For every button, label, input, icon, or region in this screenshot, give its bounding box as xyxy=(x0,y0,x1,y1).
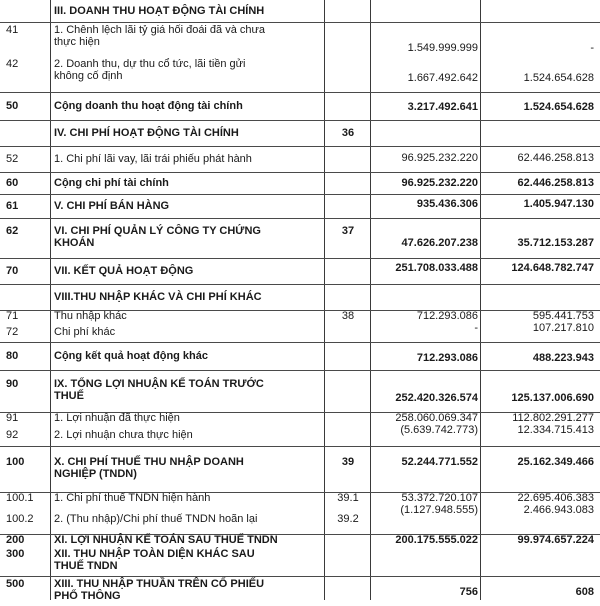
current-period-value: 252.420.326.574 xyxy=(395,392,478,404)
description-line: THUẾ xyxy=(54,390,84,402)
row-code: 100.2 xyxy=(6,513,34,525)
current-period-value: 712.293.086 xyxy=(416,352,478,364)
table-row xyxy=(0,258,600,285)
row-description xyxy=(54,58,320,82)
description-line: 1. Chi phí thuế TNDN hiện hành xyxy=(54,492,211,504)
row-code: 92 xyxy=(6,429,19,441)
description-line: VIII.THU NHẬP KHÁC VÀ CHI PHÍ KHÁC xyxy=(54,291,262,303)
table-row xyxy=(0,310,600,322)
table-row xyxy=(0,120,600,147)
row-description xyxy=(54,578,320,602)
row-description xyxy=(54,350,320,362)
prior-period-value: 608 xyxy=(575,586,594,598)
table-row xyxy=(0,576,600,606)
current-period-value: 200.175.555.022 xyxy=(395,534,478,546)
description-line: PHỔ THÔNG xyxy=(54,590,121,602)
table-row xyxy=(0,22,600,54)
row-description xyxy=(54,100,320,112)
current-period-value: (1.127.948.555) xyxy=(400,504,478,516)
prior-period-value: 595.441.753 xyxy=(532,310,594,322)
row-description xyxy=(54,412,320,424)
prior-period-value: 488.223.943 xyxy=(532,352,594,364)
current-period-value: 258.060.069.347 xyxy=(395,412,478,424)
description-line: 2. Doanh thu, dự thu cổ tức, lãi tiền gửi xyxy=(54,58,246,70)
table-row xyxy=(0,284,600,311)
table-row xyxy=(0,50,600,93)
row-code: 52 xyxy=(6,153,19,165)
description-line: KHOÁN xyxy=(54,237,95,249)
description-line: X. CHI PHÍ THUẾ THU NHẬP DOANH xyxy=(54,456,244,468)
prior-period-value: 62.446.258.813 xyxy=(517,177,594,189)
row-note: 39.1 xyxy=(337,492,359,504)
prior-period-value: 2.466.943.083 xyxy=(523,504,594,516)
prior-period-value: 1.524.654.628 xyxy=(523,72,594,84)
row-code: 91 xyxy=(6,412,19,424)
description-line: NGHIỆP (TNDN) xyxy=(54,468,137,480)
row-description xyxy=(54,326,320,338)
current-period-value: 96.925.232.220 xyxy=(401,177,478,189)
current-period-value: 935.436.306 xyxy=(416,198,478,210)
current-period-value: 3.217.492.641 xyxy=(407,101,478,113)
row-code: 80 xyxy=(6,350,19,362)
description-line: Cộng doanh thu hoạt động tài chính xyxy=(54,100,243,112)
row-note: 38 xyxy=(341,310,355,322)
row-code: 62 xyxy=(6,225,19,237)
description-line: XIII. THU NHẬP THUẦN TRÊN CỔ PHIẾU xyxy=(54,578,265,590)
row-code: 72 xyxy=(6,326,19,338)
row-code: 42 xyxy=(6,58,19,70)
current-period-value: 53.372.720.107 xyxy=(401,492,478,504)
current-period-value: 47.626.207.238 xyxy=(401,237,478,249)
prior-period-value: 107.217.810 xyxy=(532,322,594,334)
row-description xyxy=(54,534,320,546)
row-description xyxy=(54,310,320,322)
row-note: 36 xyxy=(341,127,355,139)
prior-period-value: 35.712.153.287 xyxy=(517,237,594,249)
description-line: IX. TỔNG LỢI NHUẬN KẾ TOÁN TRƯỚC xyxy=(54,378,264,390)
table-row xyxy=(0,146,600,173)
row-code: 70 xyxy=(6,265,19,277)
row-note: 39 xyxy=(341,456,355,468)
row-code: 100.1 xyxy=(6,492,34,504)
row-description xyxy=(54,513,320,525)
description-line: VII. KẾT QUẢ HOẠT ĐỘNG xyxy=(54,265,194,277)
row-code: 90 xyxy=(6,378,19,390)
row-code: 100 xyxy=(6,456,25,468)
table-row xyxy=(0,534,600,546)
row-description xyxy=(54,225,320,249)
description-line: Chi phí khác xyxy=(54,326,116,338)
description-line: V. CHI PHÍ BÁN HÀNG xyxy=(54,200,170,212)
table-row xyxy=(0,446,600,493)
prior-period-value: 124.648.782.747 xyxy=(511,262,594,274)
description-line: 2. Lợi nhuận chưa thực hiện xyxy=(54,429,193,441)
description-line: THUẾ TNDN xyxy=(54,560,118,572)
prior-period-value: 12.334.715.413 xyxy=(517,424,594,436)
row-code: 50 xyxy=(6,100,19,112)
row-code: 60 xyxy=(6,177,19,189)
description-line: VI. CHI PHÍ QUẢN LÝ CÔNG TY CHỨNG xyxy=(54,225,261,237)
row-code: 71 xyxy=(6,310,19,322)
row-description xyxy=(54,127,320,139)
description-line: Thu nhập khác xyxy=(54,310,127,322)
prior-period-value: 125.137.006.690 xyxy=(511,392,594,404)
row-code: 500 xyxy=(6,578,25,590)
description-line: 1. Chênh lệch lãi tỷ giá hối đoái đã và chưa xyxy=(54,24,265,36)
current-period-value: 1.549.999.999 xyxy=(407,42,478,54)
description-line: IV. CHI PHÍ HOẠT ĐỘNG TÀI CHÍNH xyxy=(54,127,239,139)
current-period-value: 756 xyxy=(459,586,478,598)
description-line: III. DOANH THU HOẠT ĐỘNG TÀI CHÍNH xyxy=(54,5,265,17)
row-code: 41 xyxy=(6,24,19,36)
row-code: 300 xyxy=(6,548,25,560)
table-row xyxy=(0,218,600,259)
table-row xyxy=(0,194,600,219)
description-line: 1. Lợi nhuận đã thực hiện xyxy=(54,412,180,424)
description-line: thực hiện xyxy=(54,36,100,48)
prior-period-value: 99.974.657.224 xyxy=(517,534,594,546)
row-code: 200 xyxy=(6,534,25,546)
prior-period-value: - xyxy=(590,42,594,54)
table-row xyxy=(0,492,600,504)
table-row xyxy=(0,546,600,577)
row-description xyxy=(54,291,320,303)
current-period-value: 1.667.492.642 xyxy=(407,72,478,84)
description-line: Cộng kết quả hoạt động khác xyxy=(54,350,209,362)
prior-period-value: 62.446.258.813 xyxy=(517,152,594,164)
table-row xyxy=(0,424,600,447)
row-description xyxy=(54,378,320,402)
row-description xyxy=(54,200,320,212)
row-description xyxy=(54,429,320,441)
table-row xyxy=(0,322,600,343)
row-code: 61 xyxy=(6,200,19,212)
table-row xyxy=(0,342,600,371)
current-period-value: 52.244.771.552 xyxy=(401,456,478,468)
row-description xyxy=(54,456,320,480)
description-line: XII. THU NHẬP TOÀN DIỆN KHÁC SAU xyxy=(54,548,255,560)
description-line: XI. LỢI NHUẬN KẾ TOÁN SAU THUẾ TNDN xyxy=(54,534,278,546)
row-description xyxy=(54,24,320,48)
description-line: 1. Chi phí lãi vay, lãi trái phiếu phát hành xyxy=(54,153,252,165)
description-line: Cộng chi phí tài chính xyxy=(54,177,169,189)
table-row xyxy=(0,412,600,424)
row-description xyxy=(54,177,320,189)
row-description xyxy=(54,492,320,504)
current-period-value: 96.925.232.220 xyxy=(401,152,478,164)
table-row xyxy=(0,504,600,535)
table-row xyxy=(0,370,600,413)
current-period-value: 251.708.033.488 xyxy=(395,262,478,274)
row-note: 37 xyxy=(341,225,355,237)
table-row xyxy=(0,92,600,121)
current-period-value: 712.293.086 xyxy=(416,310,478,322)
row-description xyxy=(54,5,320,17)
current-period-value: (5.639.742.773) xyxy=(400,424,478,436)
row-description xyxy=(54,265,320,277)
description-line: không cố định xyxy=(54,70,123,82)
row-note: 39.2 xyxy=(337,513,359,525)
row-description xyxy=(54,548,320,572)
prior-period-value: 25.162.349.466 xyxy=(517,456,594,468)
prior-period-value: 112.802.291.277 xyxy=(512,412,594,424)
table-row xyxy=(0,172,600,195)
current-period-value: - xyxy=(474,322,478,334)
table-row xyxy=(0,0,600,23)
prior-period-value: 1.405.947.130 xyxy=(523,198,594,210)
description-line: 2. (Thu nhập)/Chi phí thuế TNDN hoãn lại xyxy=(54,513,258,525)
prior-period-value: 1.524.654.628 xyxy=(523,101,594,113)
prior-period-value: 22.695.406.383 xyxy=(517,492,594,504)
row-description xyxy=(54,153,320,165)
